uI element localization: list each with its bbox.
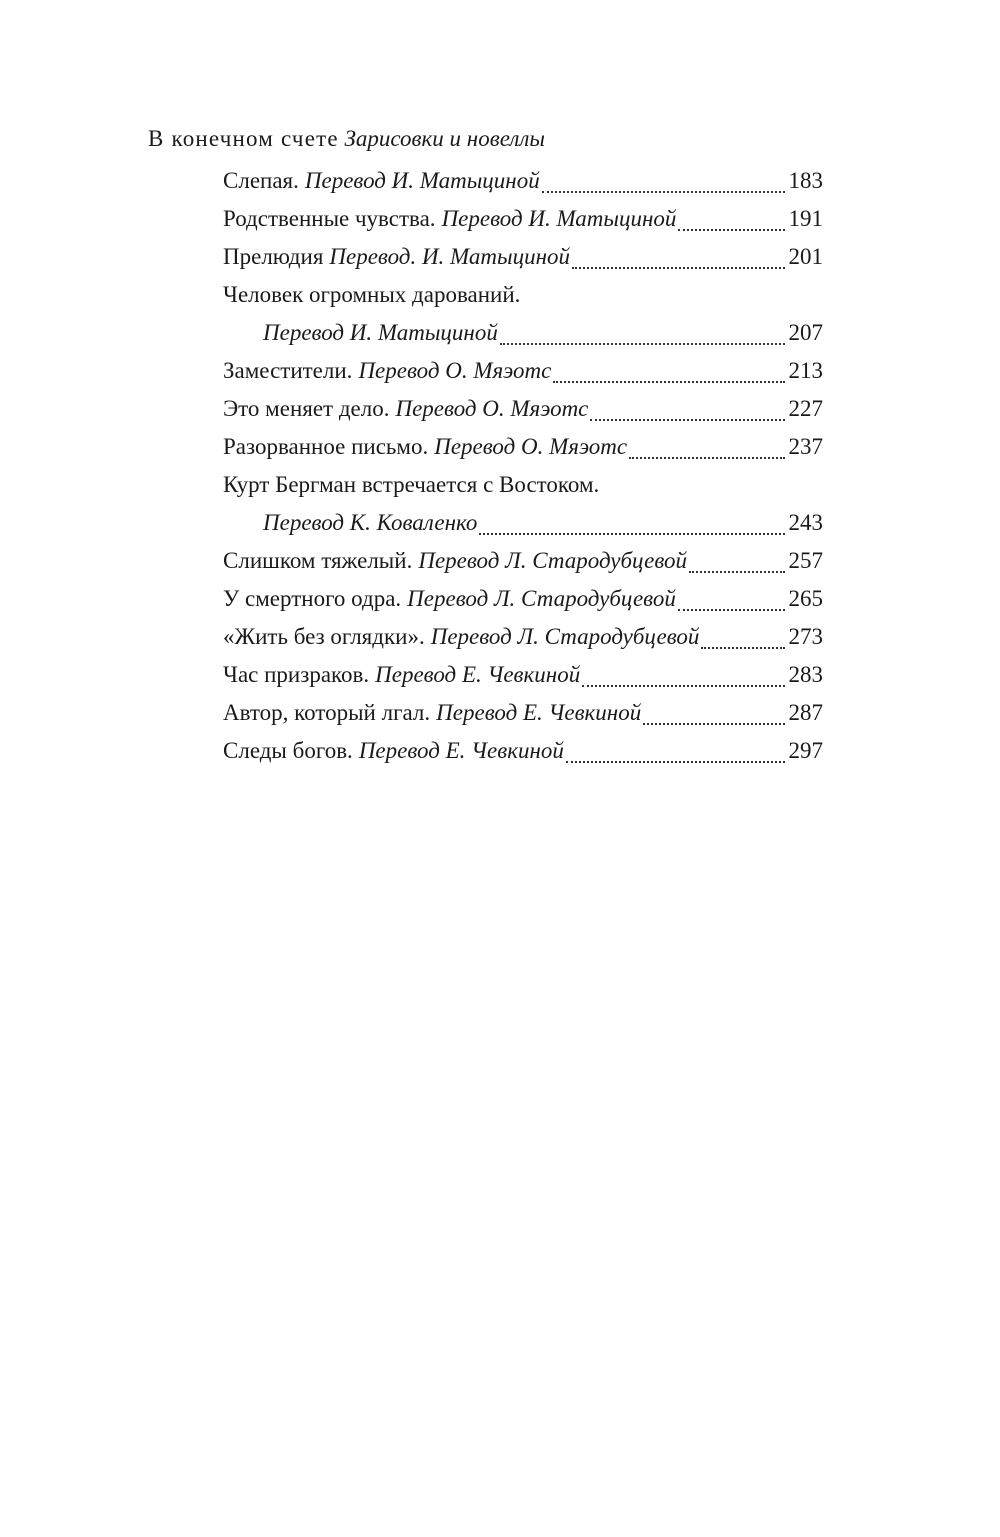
toc-entry bbox=[223, 200, 823, 238]
entry-translator: Перевод И. Матыциной bbox=[441, 206, 677, 231]
dot-leader bbox=[590, 418, 785, 421]
entry-page-number: 213 bbox=[788, 358, 823, 383]
entry-page-number: 283 bbox=[788, 662, 823, 687]
dot-leader bbox=[500, 342, 785, 345]
section-title: В конечном счете bbox=[148, 126, 339, 151]
entry-title: Слепая. bbox=[223, 168, 299, 193]
toc-entry bbox=[223, 390, 823, 428]
section-subtitle: Зарисовки и новеллы bbox=[344, 126, 545, 151]
dot-leader bbox=[701, 646, 785, 649]
toc-entry bbox=[223, 428, 823, 466]
entry-title: Прелюдия bbox=[223, 244, 324, 269]
entry-page-number: 183 bbox=[788, 168, 823, 193]
entry-translator: Перевод. И. Матыциной bbox=[329, 244, 570, 269]
entry-page-number: 207 bbox=[788, 320, 823, 345]
toc-entry bbox=[223, 732, 823, 770]
entry-translator: Перевод Л. Стародубцевой bbox=[407, 586, 676, 611]
table-of-contents bbox=[223, 162, 823, 770]
toc-entry bbox=[223, 580, 823, 618]
toc-entry-continuation bbox=[223, 504, 823, 542]
entry-page-number: 273 bbox=[788, 624, 823, 649]
entry-translator: Перевод Л. Стародубцевой bbox=[430, 624, 700, 649]
entry-title: Курт Бергман встречается с Востоком. bbox=[223, 472, 600, 497]
entry-page-number: 297 bbox=[788, 738, 823, 763]
dot-leader bbox=[678, 608, 785, 611]
entry-title: Автор, который лгал. bbox=[223, 700, 431, 725]
toc-entry-title-line bbox=[223, 276, 823, 314]
entry-title: Час призраков. bbox=[223, 662, 370, 687]
dot-leader bbox=[572, 266, 785, 269]
toc-entry bbox=[223, 238, 823, 276]
toc-entry-continuation bbox=[223, 314, 823, 352]
entry-page-number: 227 bbox=[788, 396, 823, 421]
toc-entry bbox=[223, 656, 823, 694]
dot-leader bbox=[582, 684, 785, 687]
entry-page-number: 265 bbox=[788, 586, 823, 611]
entry-translator: Перевод О. Мяэотс bbox=[395, 396, 589, 421]
entry-translator: Перевод И. Матыциной bbox=[263, 320, 498, 345]
entry-translator: Перевод И. Матыциной bbox=[304, 168, 540, 193]
entry-title: Следы богов. bbox=[223, 738, 353, 763]
entry-page-number: 287 bbox=[788, 700, 823, 725]
dot-leader bbox=[553, 380, 785, 383]
dot-leader bbox=[678, 228, 785, 231]
section-heading bbox=[148, 126, 545, 152]
toc-entry bbox=[223, 352, 823, 390]
entry-title: Заместители. bbox=[223, 358, 353, 383]
entry-title: Слишком тяжелый. bbox=[223, 548, 413, 573]
entry-title: У смертного одра. bbox=[223, 586, 402, 611]
entry-translator: Перевод Е. Чевкиной bbox=[358, 738, 564, 763]
entry-page-number: 257 bbox=[788, 548, 823, 573]
dot-leader bbox=[542, 190, 785, 193]
dot-leader bbox=[689, 570, 785, 573]
toc-entry bbox=[223, 694, 823, 732]
entry-translator: Перевод О. Мяэотс bbox=[358, 358, 552, 383]
toc-entry-title-line bbox=[223, 466, 823, 504]
dot-leader bbox=[566, 760, 785, 763]
entry-title: Человек огромных дарований. bbox=[223, 282, 521, 307]
entry-translator: Перевод Е. Чевкиной bbox=[436, 700, 642, 725]
dot-leader bbox=[479, 532, 785, 535]
entry-translator: Перевод О. Мяэотс bbox=[434, 434, 628, 459]
entry-translator: Перевод Л. Стародубцевой bbox=[418, 548, 688, 573]
entry-page-number: 191 bbox=[788, 206, 823, 231]
entry-translator: Перевод Е. Чевкиной bbox=[375, 662, 581, 687]
toc-entry bbox=[223, 618, 823, 656]
toc-entry bbox=[223, 162, 823, 200]
entry-title: Разорванное письмо. bbox=[223, 434, 429, 459]
entry-page-number: 243 bbox=[788, 510, 823, 535]
entry-page-number: 237 bbox=[788, 434, 823, 459]
entry-translator: Перевод К. Коваленко bbox=[263, 510, 478, 535]
toc-entry bbox=[223, 542, 823, 580]
entry-title: Родственные чувства. bbox=[223, 206, 436, 231]
entry-title: «Жить без оглядки». bbox=[223, 624, 425, 649]
entry-page-number: 201 bbox=[788, 244, 823, 269]
entry-title: Это меняет дело. bbox=[223, 396, 390, 421]
dot-leader bbox=[629, 456, 785, 459]
dot-leader bbox=[643, 722, 785, 725]
